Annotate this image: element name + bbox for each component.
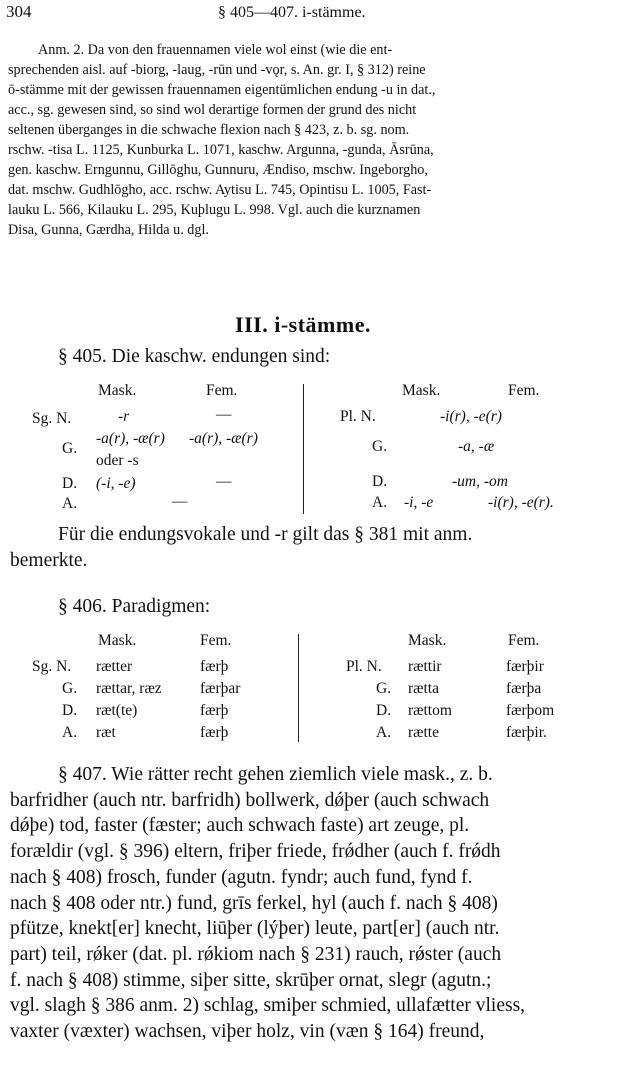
s407-paragraph bbox=[10, 762, 610, 1045]
text-line: vgl. slagh § 386 anm. 2) schlag, smiþer schmied, ullafætter vliess, bbox=[10, 995, 526, 1017]
text-line: nach § 408) frosch, funder (agutn. fyndr; auch fund, fynd f. bbox=[10, 866, 473, 888]
col-header-mask: Mask. bbox=[402, 382, 441, 399]
row-label: D. bbox=[62, 702, 78, 719]
cell: -r bbox=[118, 408, 130, 425]
cell: ræt bbox=[96, 724, 116, 741]
cell: færþa bbox=[506, 680, 542, 697]
cell: — bbox=[216, 473, 232, 490]
note-line: lauku L. 566, Kilauku L. 295, Kuþlugu L. 998. Vgl. auch die kurznamen bbox=[8, 202, 421, 218]
note-line: sprechenden aisl. auf -biorg, -laug, -rūn und -vǫr, s. An. gr. I, § 312) reine bbox=[8, 62, 426, 78]
cell: færþir. bbox=[506, 724, 547, 741]
text-line: barfridher (auch ntr. barfridh) bollwerk, dǿþer (auch schwach bbox=[10, 789, 490, 811]
cell: rætte bbox=[408, 724, 439, 741]
row-label: Sg. N. bbox=[32, 410, 72, 427]
cell: -a(r), -æ(r) bbox=[96, 430, 165, 447]
note-line: ō-stämme mit der gewissen frauennamen eigentümlichen endung -u in dat., bbox=[8, 82, 436, 98]
cell: — bbox=[172, 493, 188, 510]
col-header-mask: Mask. bbox=[408, 632, 447, 649]
s406-heading: § 406. Paradigmen: bbox=[58, 596, 211, 617]
text-line: part) teil, rǿker (dat. pl. rǿkiom nach § 231) rauch, rǿster (auch bbox=[10, 943, 502, 965]
row-label: G. bbox=[62, 440, 78, 457]
text-line: dǿþe) tod, faster (fæster; auch schwach faste) art zeuge, pl. bbox=[10, 815, 470, 837]
note-line: Disa, Gunna, Gærdha, Hilda u. dgl. bbox=[8, 222, 209, 238]
text-line: nach § 408 oder ntr.) fund, grīs ferkel, hyl (auch f. nach § 408) bbox=[10, 892, 498, 914]
table-divider bbox=[303, 384, 304, 514]
note-line: acc., sg. gewesen sind, so sind wol derartige formen der grund des nicht bbox=[8, 102, 417, 118]
row-label: A. bbox=[62, 495, 78, 512]
row-label: Sg. N. bbox=[32, 658, 72, 675]
cell: færþ bbox=[200, 724, 229, 741]
cell: -i(r), -e(r) bbox=[440, 408, 502, 425]
note-line: seltenen überganges in die schwache flexion nach § 423, z. b. sg. nom. bbox=[8, 122, 410, 138]
text-line: bemerkte. bbox=[10, 550, 88, 571]
row-label: Pl. N. bbox=[340, 408, 376, 425]
cell: rættir bbox=[408, 658, 442, 675]
table-divider bbox=[298, 634, 299, 742]
col-header-fem: Fem. bbox=[508, 382, 540, 399]
page-number: 304 bbox=[6, 2, 32, 21]
text-line: Für die endungsvokale und -r gilt das § 381 mit anm. bbox=[58, 524, 473, 545]
note-line: dat. mschw. Gudhlōgho, acc. rschw. Aytisu L. 745, Opintisu L. 1005, Fast- bbox=[8, 182, 432, 198]
col-header-mask: Mask. bbox=[98, 632, 137, 649]
cell: færþ bbox=[200, 702, 229, 719]
cell: færþ bbox=[200, 658, 229, 675]
cell: oder -s bbox=[96, 452, 139, 469]
cell: -um, -om bbox=[452, 473, 508, 490]
s405-heading: § 405. Die kaschw. endungen sind: bbox=[58, 346, 331, 367]
col-header-fem: Fem. bbox=[508, 632, 540, 649]
cell: ræt(te) bbox=[96, 702, 138, 719]
cell: rættar, ræz bbox=[96, 680, 162, 697]
s405-table bbox=[0, 380, 621, 520]
text-line: vaxter (væxter) wachsen, viþer holz, vin (væn § 164) freund, bbox=[10, 1021, 485, 1043]
row-label: A. bbox=[376, 724, 392, 741]
running-head: § 405—407. i-stämme. bbox=[218, 4, 366, 21]
cell: -i(r), -e(r). bbox=[488, 494, 554, 511]
text-line: pfütze, knekt[er] knecht, liūþer (lýþer) leute, part[er] (auch ntr. bbox=[10, 918, 500, 940]
cell: rætter bbox=[96, 658, 133, 675]
cell: færþir bbox=[506, 658, 544, 675]
cell: færþar bbox=[200, 680, 241, 697]
section-title: III. i-stämme. bbox=[235, 312, 371, 337]
row-label: G. bbox=[376, 680, 392, 697]
note-line: rschw. -tisa L. 1125, Kunburka L. 1071, kaschw. Argunna, -gunda, Āsrūna, bbox=[8, 142, 434, 158]
s406-table bbox=[0, 630, 621, 745]
cell: færþom bbox=[506, 702, 555, 719]
s405-text bbox=[10, 522, 610, 574]
text-line: f. nach § 408) stimme, siþer sitte, skrūþer ornat, slegr (agutn.; bbox=[10, 969, 492, 991]
row-label: D. bbox=[376, 702, 392, 719]
row-label: Pl. N. bbox=[346, 658, 382, 675]
row-label: A. bbox=[62, 724, 78, 741]
cell: rætta bbox=[408, 680, 439, 697]
cell: (-i, -e) bbox=[96, 475, 136, 492]
cell: -i, -e bbox=[404, 494, 434, 511]
row-label: G. bbox=[62, 680, 78, 697]
col-header-fem: Fem. bbox=[200, 632, 232, 649]
col-header-mask: Mask. bbox=[98, 382, 137, 399]
cell: rættom bbox=[408, 702, 452, 719]
row-label: D. bbox=[372, 473, 388, 490]
text-line: forældir (vgl. § 396) eltern, friþer friede, frǿdher (auch f. frǿdh bbox=[10, 841, 501, 863]
cell: — bbox=[216, 406, 232, 423]
col-header-fem: Fem. bbox=[206, 382, 238, 399]
note-line: Anm. 2. Da von den frauennamen viele wol einst (wie die ent- bbox=[38, 42, 393, 58]
cell: -a(r), -æ(r) bbox=[189, 430, 258, 447]
cell: -a, -æ bbox=[458, 438, 495, 455]
text-line: § 407. Wie rätter recht gehen ziemlich viele mask., z. b. bbox=[58, 764, 493, 785]
page-header bbox=[6, 2, 606, 28]
row-label: G. bbox=[372, 438, 388, 455]
note-line: gen. kaschw. Erngunnu, Gillōghu, Gunnuru, Ændiso, mschw. Ingeborgho, bbox=[8, 162, 428, 178]
note-anm-2 bbox=[8, 40, 608, 240]
row-label: D. bbox=[62, 475, 78, 492]
row-label: A. bbox=[372, 494, 388, 511]
